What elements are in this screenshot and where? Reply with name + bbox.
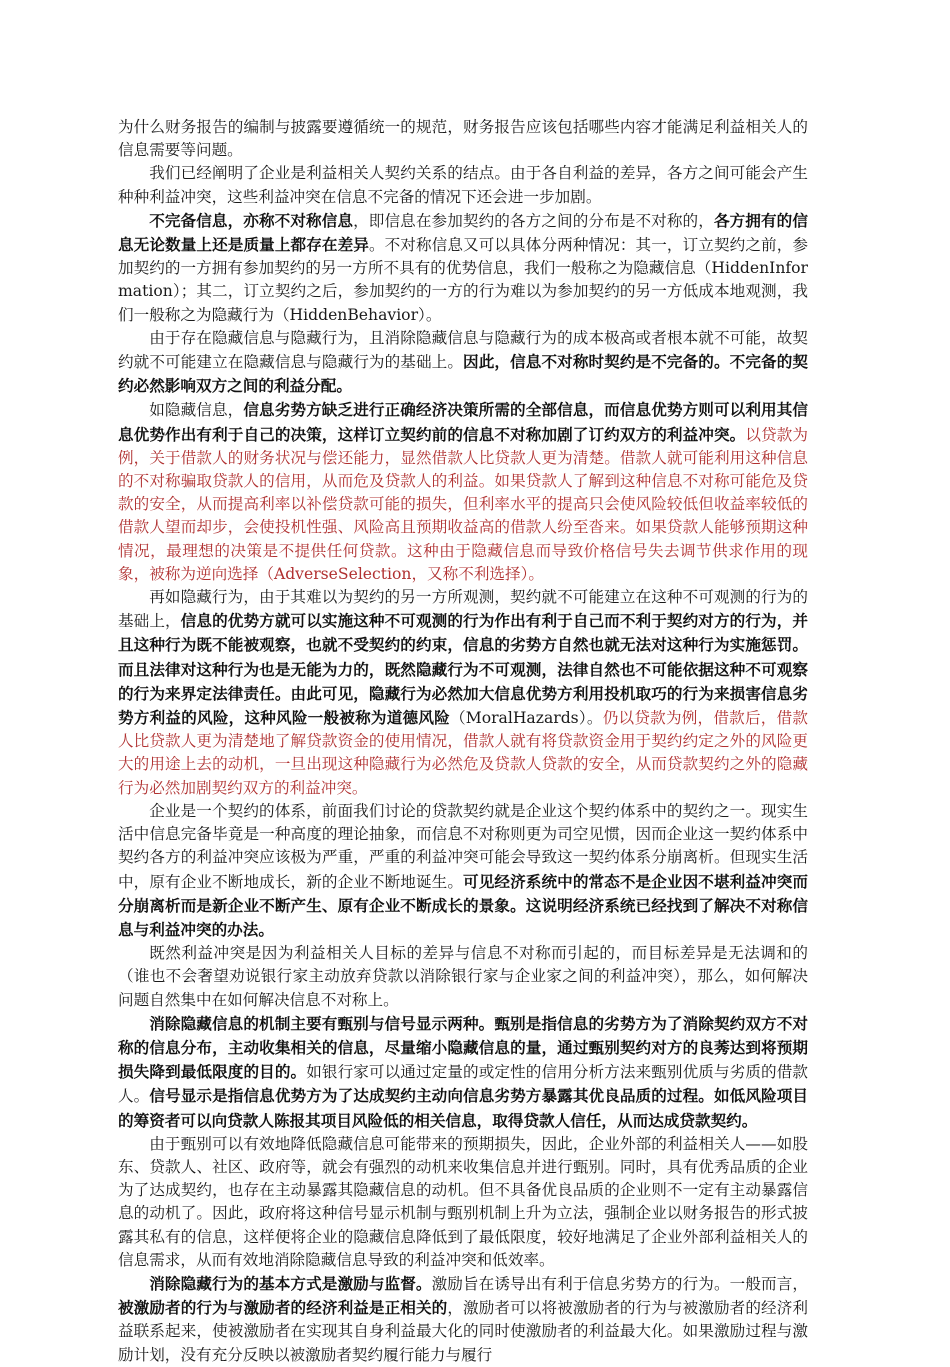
body-text: ，激励者可以将被激励者的行为与被激励者的经济利益联系起来，使被激励者在实现其自身利益最大化的同时使激励者的利益最大化。如果激励过程与激励计划，没有充分反映以被激励者契约履行能力与履行: [118, 1299, 808, 1364]
bold-text: 信息的优势方就可以实施这种不可观测的行为作出有利于自己而不利于契约对方的行为，并且这种行为既不能被观察，也就不受契约的约束，信息的劣势方自然也就无法对这种行为实施惩罚。而且法律对这种行为也是无能为力的，既然隐藏行为不可观测，法律自然也不可能依据这种不可观察的行为来界定法律责任。由此可见，隐藏行为必然加大信息优势方利用投机取巧的行为来损害信息劣势方利益的风险，这种风险一般被称为道德风险: [118, 611, 808, 728]
body-text: 由于甄别可以有效地降低隐藏信息可能带来的预期损失，因此，企业外部的利益相关人——如股东、贷款人、社区、政府等，就会有强烈的动机来收集信息并进行甄别。同时，具有优秀品质的企业为了达成契约，也存在主动暴露其隐藏信息的动机。但不具备优良品质的企业则不一定有主动暴露信息的动机了。因此，政府将这种信号显示机制与甄别机制上升为立法，强制企业以财务报告的形式披露其私有的信息，这样便将企业的隐藏信息降低到了最低限度，较好地满足了企业外部利益相关人的信息需求，从而有效地消除隐藏信息导致的利益冲突和低效率。: [118, 1134, 808, 1269]
bold-text: 不完备信息，亦称不对称信息: [149, 210, 354, 230]
bold-text: 信息劣势方缺乏进行正确经济决策所需的全部信息，而信息优势方则可以利用其信息优势作出有利于自己的决策，这样订立契约前的信息不对称加剧了订约双方的利益冲突。: [118, 400, 808, 444]
body-text: 我们已经阐明了企业是利益相关人契约关系的结点。由于各自利益的差异，各方之间可能会产生种种利益冲突，这些利益冲突在信息不完备的情况下还会进一步加剧。: [118, 164, 808, 206]
body-text: 如隐藏信息，: [149, 401, 244, 420]
body-text: 既然利益冲突是因为利益相关人目标的差异与信息不对称而引起的，而目标差异是无法调和的（谁也不会奢望劝说银行家主动放弃贷款以消除银行家与企业家之间的利益冲突），那么，如何解决问题自然集中在如何解决信息不对称上。: [118, 944, 808, 1009]
paragraph: [118, 116, 808, 162]
example-text: 以贷款为例，关于借款人的财务状况与偿还能力，显然借款人比贷款人更为清楚。借款人就可能利用这种信息的不对称骗取贷款人的信用，从而危及贷款人的利益。如果贷款人了解到这种信息不对称可能危及贷款的安全，从而提高利率以补偿贷款可能的损失，但利率水平的提高只会使风险较低但收益率较低的借款人望而却步，会使投机性强、风险高且预期收益高的借款人纷至沓来。如果贷款人能够预期这种情况，最理想的决策是不提供任何贷款。这种由于隐藏信息而导致价格信号失去调节供求作用的现象，被称为逆向选择（AdverseSelection，又称不利选择）。: [118, 425, 808, 583]
paragraph: [118, 1133, 808, 1272]
bold-text: 消除隐藏信息的机制主要有甄别与信号显示两种。甄别是指信息的劣势方为了消除契约双方不对称的信息分布，主动收集相关的信息，尽量缩小隐藏信息的量，通过甄别契约对方的良莠达到将预期损失降到最低限度的目的。: [118, 1013, 808, 1082]
bold-text: 被激励者的行为与激励者的经济利益是正相关的: [118, 1298, 448, 1318]
body-text: 为什么财务报告的编制与披露要遵循统一的规范，财务报告应该包括哪些内容才能满足利益相关人的信息需要等问题。: [118, 118, 808, 160]
paragraph: [118, 586, 808, 800]
paragraph: [118, 1272, 808, 1367]
body-text: 激励旨在诱导出有利于信息劣势方的行为。一般而言，: [431, 1274, 808, 1293]
body-text: ，即信息在参加契约的各方之间的分布是不对称的，: [353, 211, 714, 230]
paragraph: [118, 800, 808, 942]
paragraph: [118, 1012, 808, 1133]
document-body: [118, 116, 808, 1367]
bold-text: 因此，信息不对称时契约是不完备的。不完备的契约必然影响双方之间的利益分配。: [118, 352, 808, 396]
paragraph: [118, 398, 808, 586]
paragraph: [118, 209, 808, 327]
bold-text: 消除隐藏行为的基本方式是激励与监督。: [149, 1273, 432, 1293]
paragraph: [118, 162, 808, 208]
body-text: （MoralHazards）。: [449, 709, 603, 728]
body-text: 如银行家可以通过定量的或定性的信用分析方法来甄别优质与劣质的借款人。: [118, 1063, 808, 1106]
bold-text: 可见经济系统中的常态不是企业因不堪利益冲突而分崩离析而是新企业不断产生、原有企业不断成长的景象。这说明经济系统已经找到了解决不对称信息与利益冲突的办法。: [118, 871, 808, 939]
example-text: 仍以贷款为例，借款后，借款人比贷款人更为清楚地了解贷款资金的使用情况，借款人就有将贷款资金用于契约约定之外的风险更大的用途上去的动机，一旦出现这种隐藏行为必然危及贷款人贷款的安全，从而贷款契约之外的隐藏行为必然加剧契约双方的利益冲突。: [118, 709, 808, 797]
bold-text: 信号显示是指信息优势方为了达成契约主动向信息劣势方暴露其优良品质的过程。如低风险项目的筹资者可以向贷款人陈报其项目风险低的相关信息，取得贷款人信任，从而达成贷款契约。: [118, 1086, 808, 1130]
body-text: 再如隐藏行为，由于其难以为契约的另一方所观测，契约就不可能建立在这种不可观测的行为的基础上，: [118, 588, 808, 631]
paragraph: [118, 942, 808, 1012]
body-text: 由于存在隐藏信息与隐藏行为，且消除隐藏信息与隐藏行为的成本极高或者根本就不可能，故契约就不可能建立在隐藏信息与隐藏行为的基础上。: [118, 328, 808, 372]
body-text: 企业是一个契约的体系，前面我们讨论的贷款契约就是企业这个契约体系中的契约之一。现实生活中信息完备毕竟是一种高度的理论抽象，而信息不对称则更为司空见惯，因而企业这一契约体系中契约各方的利益冲突应该极为严重，严重的利益冲突可能会导致这一契约体系分崩离析。但现实生活中，原有企业不断地成长，新的企业不断地诞生。: [118, 801, 808, 891]
bold-text: 各方拥有的信息无论数量上还是质量上都存在差异: [118, 210, 808, 255]
paragraph: [118, 327, 808, 399]
body-text: 。不对称信息又可以具体分两种情况：其一，订立契约之前，参加契约的一方拥有参加契约的另一方所不具有的优势信息，我们一般称之为隐藏信息（HiddenInformation）；其二，订立契约之后，参加契约的一方的行为难以为参加契约的另一方低成本地观测，我们一般称之为隐藏行为（HiddenBehavior）。: [118, 236, 808, 324]
